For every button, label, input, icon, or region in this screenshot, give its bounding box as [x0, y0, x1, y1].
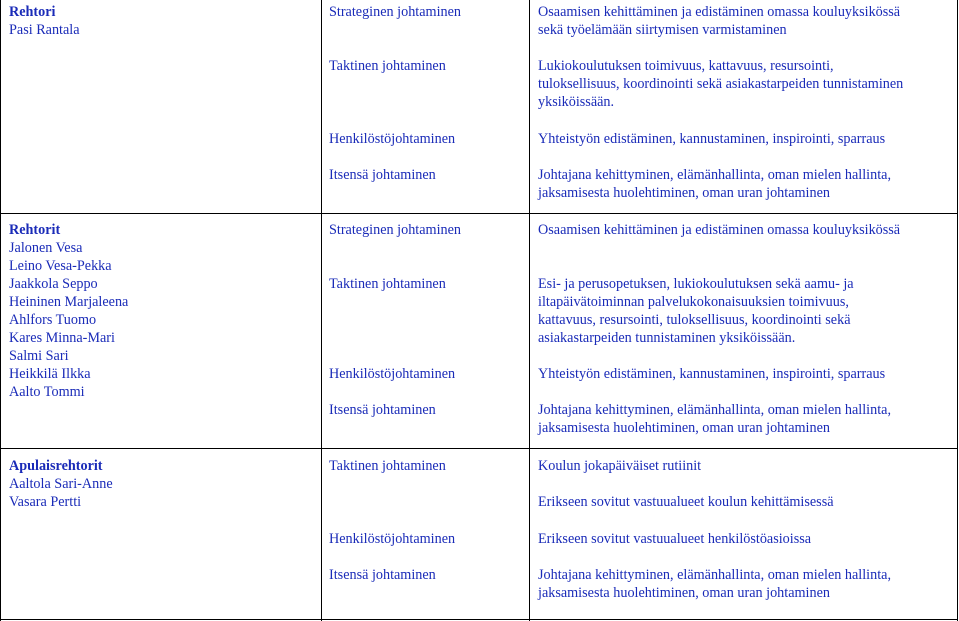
description-line: Erikseen sovitut vastuualueet koulun kehittämisessä — [538, 494, 834, 510]
description-line: sekä työelämään siirtymisen varmistaminen — [538, 22, 787, 38]
description-line: Osaamisen kehittäminen ja edistäminen omassa kouluyksikössä — [538, 222, 901, 238]
person-name: Aalto Tommi — [9, 384, 85, 400]
table-row — [0, 214, 958, 448]
description-line: Johtajana kehittyminen, elämänhallinta, oman mielen hallinta, — [538, 402, 892, 418]
person-name: Heininen Marjaleena — [9, 294, 129, 310]
description-line: Koulun jokapäiväiset rutiinit — [538, 458, 702, 474]
leadership-area: Itsensä johtaminen — [329, 567, 436, 583]
table-row — [0, 0, 958, 213]
role-title: Rehtorit — [9, 222, 61, 238]
person-name: Jaakkola Seppo — [9, 276, 98, 292]
description-line: iltapäivätoiminnan palvelukokonaisuuksien toimivuus, — [538, 294, 849, 310]
description-line: kattavuus, resursointi, tuloksellisuus, koordinointi sekä — [538, 312, 851, 328]
person-name: Aaltola Sari-Anne — [9, 476, 113, 492]
person-name: Vasara Pertti — [9, 494, 82, 510]
description-line: jaksamisesta huolehtiminen, oman uran johtaminen — [538, 420, 830, 436]
person-name: Ahlfors Tuomo — [9, 312, 97, 328]
leadership-area: Taktinen johtaminen — [329, 276, 446, 292]
person-name: Leino Vesa-Pekka — [9, 258, 112, 274]
description-line: Johtajana kehittyminen, elämänhallinta, oman mielen hallinta, — [538, 567, 892, 583]
description-line: Yhteistyön edistäminen, kannustaminen, inspirointi, sparraus — [538, 366, 886, 382]
leadership-area: Strateginen johtaminen — [329, 222, 461, 238]
description-line: jaksamisesta huolehtiminen, oman uran johtaminen — [538, 585, 830, 601]
description-line: tuloksellisuus, koordinointi sekä asiakastarpeiden tunnistaminen — [538, 76, 904, 92]
description-line: Esi- ja perusopetuksen, lukiokoulutuksen sekä aamu- ja — [538, 276, 854, 292]
leadership-area: Taktinen johtaminen — [329, 458, 446, 474]
description-line: yksiköissään. — [538, 94, 615, 110]
person-name: Jalonen Vesa — [9, 240, 83, 256]
table-row — [0, 449, 958, 619]
person-name: Kares Minna-Mari — [9, 330, 115, 346]
table-border-bottom — [0, 619, 958, 620]
description-line: Johtajana kehittyminen, elämänhallinta, oman mielen hallinta, — [538, 167, 892, 183]
person-name: Heikkilä Ilkka — [9, 366, 91, 382]
leadership-area: Henkilöstöjohtaminen — [329, 131, 456, 147]
person-name: Pasi Rantala — [9, 22, 80, 38]
role-title: Apulaisrehtorit — [9, 458, 103, 474]
leadership-area: Henkilöstöjohtaminen — [329, 531, 456, 547]
leadership-area: Henkilöstöjohtaminen — [329, 366, 456, 382]
person-name: Salmi Sari — [9, 348, 69, 364]
description-line: Lukiokoulutuksen toimivuus, kattavuus, resursointi, — [538, 58, 834, 74]
role-title: Rehtori — [9, 4, 56, 20]
leadership-area: Taktinen johtaminen — [329, 58, 446, 74]
description-line: Yhteistyön edistäminen, kannustaminen, inspirointi, sparraus — [538, 131, 886, 147]
leadership-area: Strateginen johtaminen — [329, 4, 461, 20]
leadership-area: Itsensä johtaminen — [329, 167, 436, 183]
description-line: asiakastarpeiden tunnistaminen yksiköissään. — [538, 330, 796, 346]
leadership-area: Itsensä johtaminen — [329, 402, 436, 418]
description-line: jaksamisesta huolehtiminen, oman uran johtaminen — [538, 185, 830, 201]
description-line: Erikseen sovitut vastuualueet henkilöstöasioissa — [538, 531, 812, 547]
description-line: Osaamisen kehittäminen ja edistäminen omassa kouluyksikössä — [538, 4, 901, 20]
